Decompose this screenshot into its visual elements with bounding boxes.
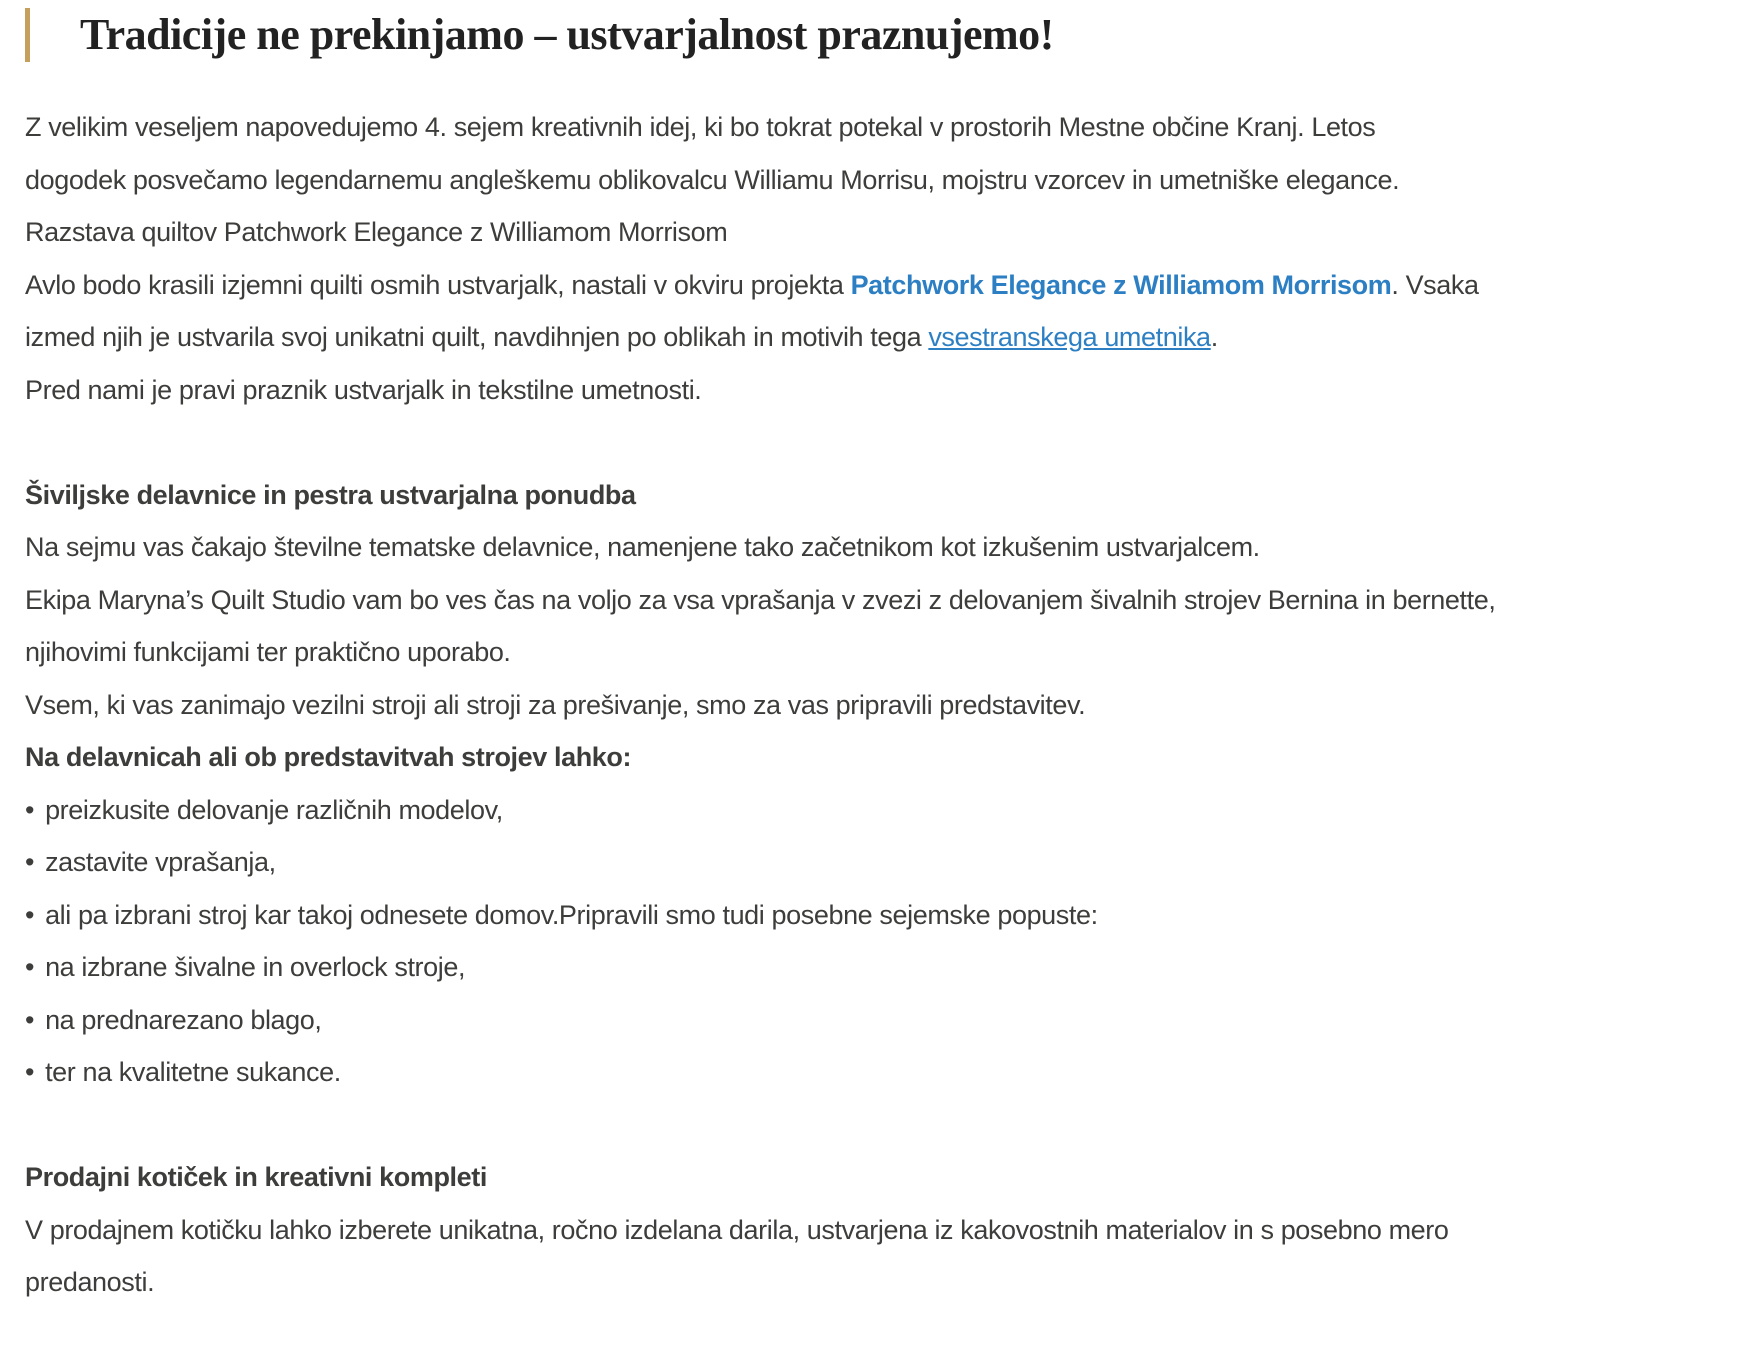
body-text: ter na kvalitetne sukance. [45, 1057, 341, 1087]
body-text: preizkusite delovanje različnih modelov, [45, 794, 503, 825]
bullet-marker: • [25, 1004, 35, 1035]
machines-heading-line [25, 731, 1720, 784]
hall-quilts-line-2 [25, 311, 1720, 364]
body-text: Ekipa Maryna’s Quilt Studio vam bo ves čas na voljo za vsa vprašanja v zvezi z delovanjem šivalnih strojev Bernina in bernette, [25, 584, 1496, 615]
workshops-line-1 [25, 521, 1720, 574]
bullet-marker: • [25, 847, 35, 877]
body-text: Vsem, ki vas zanimajo vezilni stroji ali stroji za prešivanje, smo za vas pripravili predstavitev. [25, 689, 1086, 720]
body-text: . Vsaka [1391, 269, 1479, 300]
body-text: . [1210, 322, 1218, 352]
body-text: na izbrane šivalne in overlock stroje, [45, 952, 466, 982]
bullet-item-ask-questions [25, 836, 1720, 889]
bullet-item-try-models [25, 784, 1720, 837]
intro-line-2 [25, 154, 1720, 207]
body-text: Na sejmu vas čakajo številne tematske delavnice, namenjene tako začetnikom kot izkušenim ustvarjalcem. [25, 532, 1260, 562]
body-text: Razstava quiltov Patchwork Elegance z Williamom Morrisom [25, 217, 728, 247]
exhibition-title-line [25, 206, 1720, 259]
bullet-item-sewing-overlock [25, 941, 1720, 994]
body-text: dogodek posvečamo legendarnemu angleškemu oblikovalcu Williamu Morrisu, mojstru vzorcev in umetniške elegance. [25, 164, 1400, 195]
bullet-marker: • [25, 899, 35, 930]
body-text: V prodajnem kotičku lahko izberete unikatna, ročno izdelana darila, ustvarjena iz kakovostnih materialov in s posebno mero [25, 1214, 1449, 1245]
bullet-item-quality-threads [25, 1046, 1720, 1099]
article-body [25, 101, 1720, 1309]
body-text: Avlo bodo krasili izjemni quilti osmih ustvarjalk, nastali v okviru projekta [25, 269, 851, 300]
bullet-marker: • [25, 1057, 35, 1087]
paragraph-gap [25, 1099, 1720, 1152]
workshops-line-4 [25, 679, 1720, 732]
body-text: Pred nami je pravi praznik ustvarjalk in tekstilne umetnosti. [25, 374, 702, 405]
sales-corner-line-2 [25, 1256, 1720, 1309]
section-heading-sales-corner [25, 1151, 1720, 1204]
bullet-marker: • [25, 794, 35, 825]
body-text: ali pa izbrani stroj kar takoj odnesete domov.Pripravili smo tudi posebne sejemske popuste: [45, 899, 1098, 930]
body-text: njihovimi funkcijami ter praktično uporabo. [25, 637, 511, 667]
body-text: predanosti. [25, 1267, 155, 1297]
bold-text: Prodajni kotiček in kreativni kompleti [25, 1162, 487, 1192]
workshops-line-2 [25, 574, 1720, 627]
sales-corner-line-1 [25, 1204, 1720, 1257]
bold-text: Šiviljske delavnice in pestra ustvarjalna ponudba [25, 479, 636, 510]
body-text: Z velikim veseljem napovedujemo 4. sejem kreativnih idej, ki bo tokrat potekal v prostorih Mestne občine Kranj. Letos [25, 112, 1376, 142]
bullet-item-take-home [25, 889, 1720, 942]
patchwork-elegance-link[interactable]: Patchwork Elegance z Williamom Morrisom [850, 269, 1392, 300]
intro-line-1 [25, 101, 1720, 154]
versatile-artist-link[interactable]: vsestranskega umetnika [928, 322, 1211, 352]
body-text: na prednarezano blago, [45, 1004, 322, 1035]
page-title: Tradicije ne prekinjamo – ustvarjalnost praznujemo! [25, 8, 1720, 62]
celebration-line [25, 364, 1720, 417]
bullet-marker: • [25, 952, 35, 982]
workshops-line-3 [25, 626, 1720, 679]
paragraph-gap [25, 416, 1720, 469]
body-text: izmed njih je ustvarila svoj unikatni quilt, navdihnjen po oblikah in motivih tega [25, 322, 929, 352]
section-heading-workshops [25, 469, 1720, 522]
bold-text: Na delavnicah ali ob predstavitvah strojev lahko: [25, 742, 632, 772]
body-text: zastavite vprašanja, [45, 847, 276, 877]
bullet-item-precut-fabric [25, 994, 1720, 1047]
hall-quilts-line-1 [25, 259, 1720, 312]
